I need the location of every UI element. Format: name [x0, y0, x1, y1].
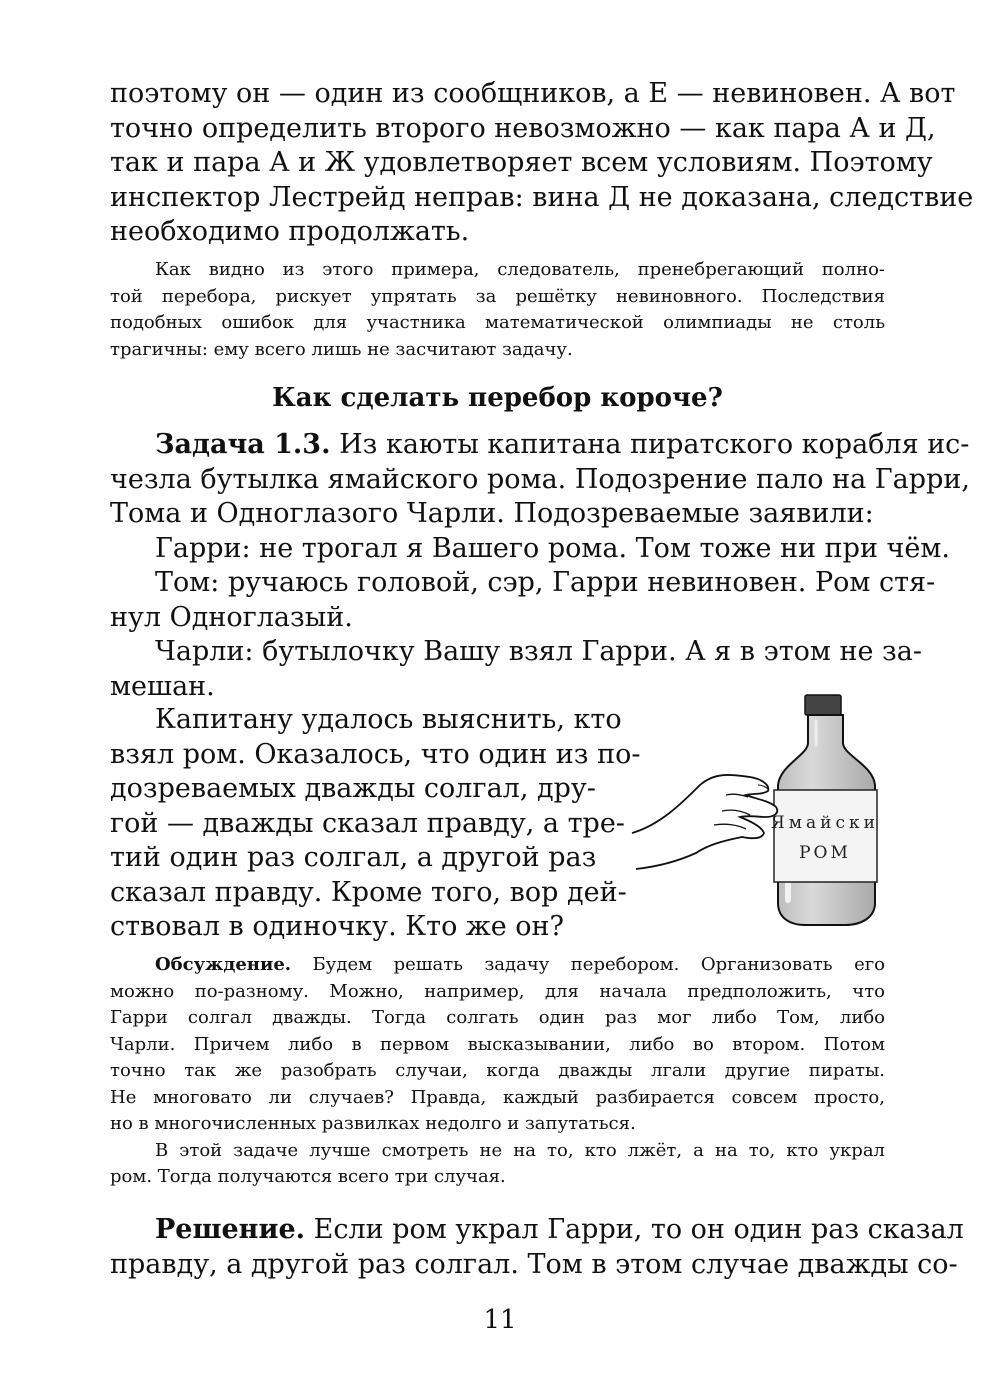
bottle-label-line1: Ямайски [771, 813, 879, 833]
text-line: сказал правду. Кроме того, вор дей- [110, 876, 627, 908]
solution-label: Решение. [155, 1214, 306, 1245]
text-line: точно так же разобрать случаи, когда дважды лгали другие пираты. [110, 1060, 885, 1081]
problem-label: Задача 1.3. [155, 429, 331, 460]
text-line [110, 952, 885, 979]
discussion-paragraph [110, 952, 885, 1191]
text-line: но в многочисленных развилках недолго и запутаться. [110, 1113, 636, 1134]
text-line: инспектор Лестрейд неправ: вина Д не доказана, следствие [110, 181, 974, 213]
problem-text: Из каюты капитана пиратского корабля ис- [339, 429, 970, 460]
text-line: Как видно из этого примера, следователь, пренебрегающий полно- [155, 259, 885, 280]
text-line: В этой задаче лучше смотреть не на то, кто лжёт, а на то, кто украл [155, 1139, 885, 1161]
bottle-label-icon [774, 790, 877, 882]
text-line: трагичны: ему всего лишь не засчитают задачу. [110, 338, 573, 360]
text-line: поэтому он — один из сообщников, а Е — невиновен. А вот [110, 78, 956, 109]
text-line: так и пара А и Ж удовлетворяет всем условиям. Поэтому [110, 147, 933, 178]
text-line: правду, а другой раз солгал. Том в этом случае дважды со- [110, 1248, 958, 1280]
text-line: мешан. [110, 670, 215, 702]
hand-icon [632, 775, 777, 869]
text-line: дозреваемых дважды солгал, дру- [110, 773, 596, 804]
text-line [110, 428, 970, 463]
problem-statement [110, 428, 970, 704]
solution-paragraph [110, 1213, 964, 1282]
text-line: Гарри: не трогал я Вашего рома. Том тоже ни при чём. [155, 532, 950, 564]
text-line: точно определить второго невозможно — как пара А и Д, [110, 112, 936, 144]
bottle-label-line2: РОМ [799, 843, 851, 863]
text-line: Гарри солгал дважды. Тогда солгать один раз мог либо Том, либо [110, 1007, 885, 1028]
text-line: Капитану удалось выяснить, кто [155, 704, 622, 735]
text-line: тий один раз солгал, а другой раз [110, 842, 597, 873]
rum-bottle-illustration [630, 685, 890, 930]
text-line: Не многовато ли случаев? Правда, каждый разбирается совсем просто, [110, 1086, 885, 1108]
text-line: нул Одноглазый. [110, 601, 353, 633]
page-number: 11 [483, 1305, 517, 1335]
text-line: Чарли. Причем либо в первом высказывании, либо во втором. Потом [110, 1033, 885, 1055]
text-line [110, 1213, 964, 1248]
solution-text: Если ром украл Гарри, то он один раз сказал [313, 1214, 964, 1245]
captain-paragraph [110, 703, 641, 945]
text-line: чезла бутылка ямайского рома. Подозрение пало на Гарри, [110, 463, 970, 495]
text-line: Том: ручаюсь головой, сэр, Гарри невиновен. Ром стя- [155, 567, 936, 598]
discussion-label: Обсуждение. [155, 954, 292, 975]
section-heading: Как сделать перебор короче? [272, 383, 723, 413]
bottle-cap-icon [805, 695, 841, 715]
text-line: подобных ошибок для участника математической олимпиады не столь [110, 312, 885, 333]
text-line: Чарли: бутылочку Вашу взял Гарри. А я в этом не за- [155, 636, 922, 667]
text-line: гой — дважды сказал правду, а тре- [110, 807, 625, 839]
text-line: взял ром. Оказалось, что один из по- [110, 738, 641, 770]
text-line: Тома и Одноглазого Чарли. Подозреваемые заявили: [110, 498, 874, 529]
text-line: необходимо продолжать. [110, 216, 470, 247]
top-paragraph [110, 77, 974, 250]
text-line: можно по-разному. Можно, например, для начала предположить, что [110, 980, 885, 1002]
text-line: ствовал в одиночку. Кто же он? [110, 911, 565, 942]
text-line: той перебора, рискует упрятать за решётку невиновного. Последствия [110, 285, 885, 307]
text-line: ром. Тогда получаются всего три случая. [110, 1166, 506, 1187]
note-paragraph [110, 257, 885, 363]
discussion-text: Будем решать задачу перебором. Организовать его [312, 954, 885, 975]
